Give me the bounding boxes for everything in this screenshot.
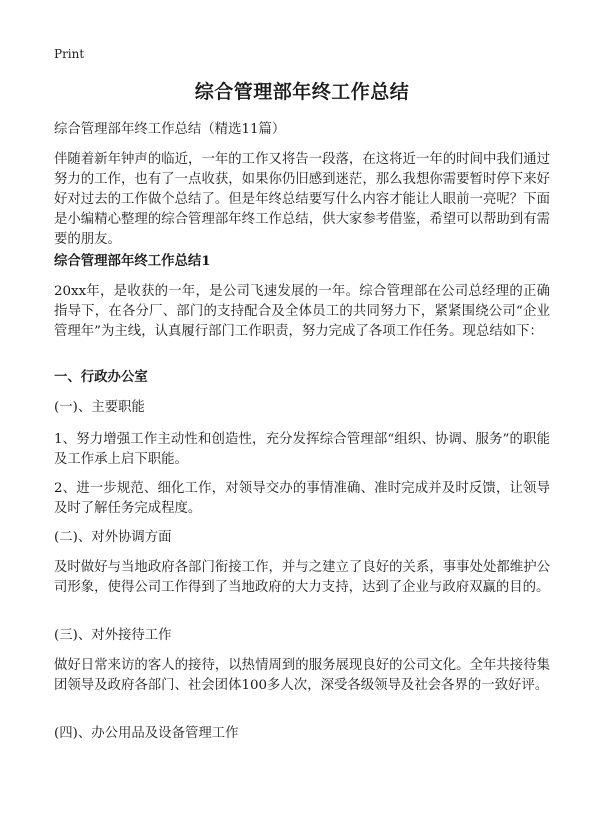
- subsection-2-heading: (二)、对外协调方面: [54, 530, 172, 545]
- subsection-3-heading: (三)、对外接待工作: [54, 628, 172, 643]
- subsection-3-paragraph: 做好日常来访的客人的接待，以热情周到的服务展现良好的公司文化。全年共接待集团领导及政府各部门、社会团体100多人次，深受各级领导及社会各界的一致好评。: [54, 658, 550, 693]
- subsection-1-item-1: 1、努力增强工作主动性和创造性，充分发挥综合管理部“组织、协调、服务”的职能及工作承上启下职能。: [54, 432, 550, 467]
- subsection-1-item-2: 2、进一步规范、细化工作，对领导交办的事情准确、准时完成并及时反馈，让领导及时了解任务完成程度。: [54, 481, 550, 516]
- section-1-heading: 综合管理部年终工作总结1: [54, 253, 211, 269]
- document-title: 综合管理部年终工作总结: [194, 81, 410, 103]
- document-subtitle: 综合管理部年终工作总结（精选11篇）: [54, 122, 286, 137]
- print-label[interactable]: Print: [54, 47, 85, 61]
- subsection-1-heading: (一)、主要职能: [54, 400, 145, 415]
- part-1-heading: 一、行政办公室: [54, 369, 148, 385]
- section-1-paragraph: 20xx年，是收获的一年，是公司飞速发展的一年。综合管理部在公司总经理的正确指导下，在各分厂、部门的支持配合及全体员工的共同努力下，紧紧围绕公司“企业管理年”为主线，认真履行部门工作职责，努力完成了各项工作任务。现总结如下：: [54, 284, 550, 339]
- intro-paragraph: 伴随着新年钟声的临近，一年的工作又将告一段落，在这将近一年的时间中我们通过努力的工作，也有了一点收获，如果你仍旧感到迷茫，那么我想你需要暂时停下来好好对过去的工作做个总结了。但是年终总结要写什么内容才能让人眼前一亮呢？下面是小编精心整理的综合管理部年终工作总结，供大家参考借鉴，希望可以帮助到有需要的朋友。: [54, 152, 550, 247]
- subsection-4-heading: (四)、办公用品及设备管理工作: [54, 726, 239, 741]
- subsection-2-paragraph: 及时做好与当地政府各部门衔接工作，并与之建立了良好的关系，事事处处都维护公司形象，使得公司工作得到了当地政府的大力支持，达到了企业与政府双赢的目的。: [54, 560, 550, 595]
